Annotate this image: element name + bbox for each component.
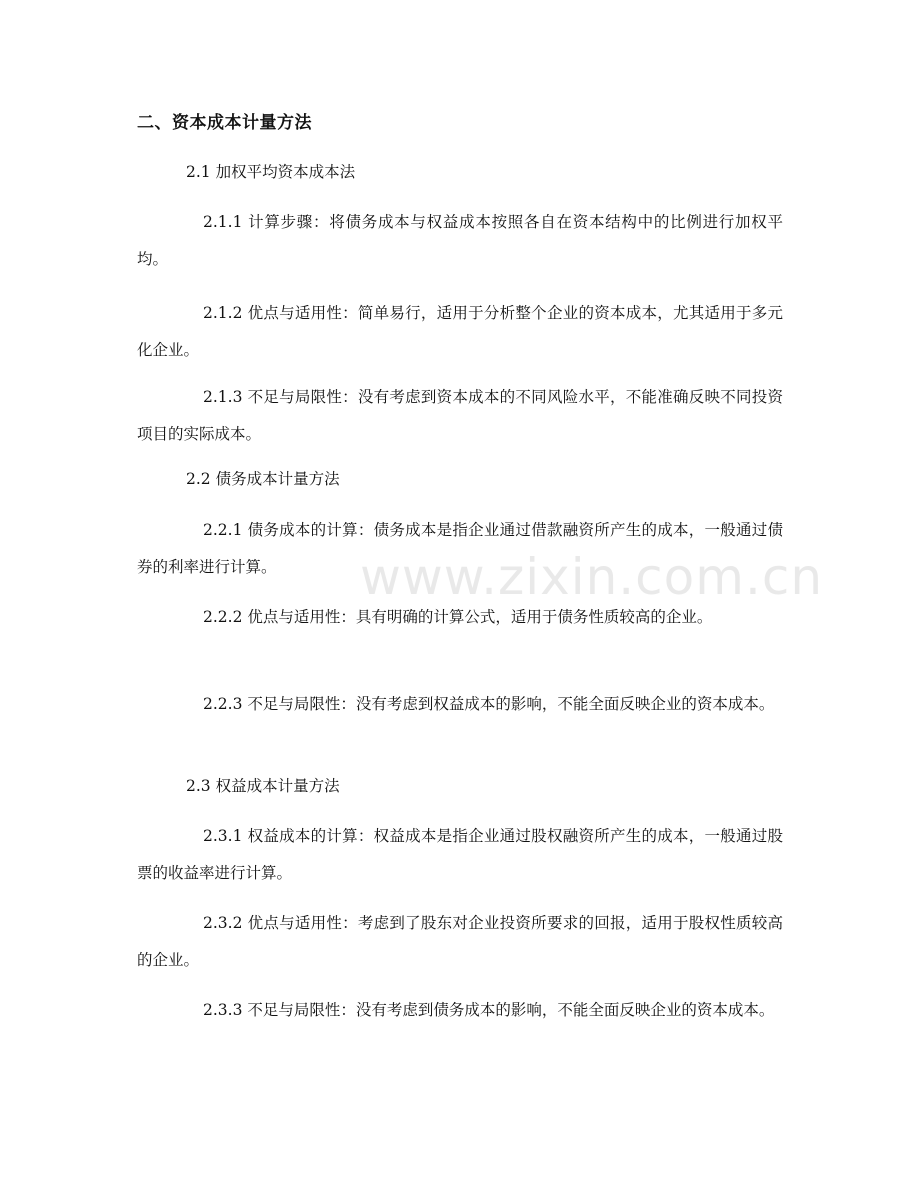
paragraph-2-3-3: 2.3.3 不足与局限性：没有考虑到债务成本的影响，不能全面反映企业的资本成本。: [203, 1001, 775, 1019]
subsection-title-2-2: 2.2 债务成本计量方法: [186, 470, 340, 488]
section-heading: 二、资本成本计量方法: [137, 113, 312, 133]
subsection-title-2-1: 2.1 加权平均资本成本法: [186, 163, 356, 181]
paragraph-2-3-1: 2.3.1 权益成本的计算：权益成本是指企业通过股权融资所产生的成本，一般通过股票的收益率进行计算。: [137, 827, 783, 882]
paragraph-2-2-2: 2.2.2 优点与适用性：具有明确的计算公式，适用于债务性质较高的企业。: [203, 608, 713, 626]
paragraph-2-1-2: 2.1.2 优点与适用性：简单易行，适用于分析整个企业的资本成本，尤其适用于多元化企业。: [137, 304, 783, 359]
paragraph-2-1-1: 2.1.1 计算步骤：将债务成本与权益成本按照各自在资本结构中的比例进行加权平均。: [137, 213, 783, 268]
watermark: www.zixin.com.cn: [360, 548, 824, 606]
paragraph-2-2-1: 2.2.1 债务成本的计算：债务成本是指企业通过借款融资所产生的成本，一般通过债券的利率进行计算。: [137, 521, 783, 576]
subsection-title-2-3: 2.3 权益成本计量方法: [186, 777, 340, 795]
paragraph-2-2-3: 2.2.3 不足与局限性：没有考虑到权益成本的影响，不能全面反映企业的资本成本。: [203, 695, 775, 713]
paragraph-2-1-3: 2.1.3 不足与局限性：没有考虑到资本成本的不同风险水平，不能准确反映不同投资项目的实际成本。: [137, 388, 783, 443]
paragraph-2-3-2: 2.3.2 优点与适用性：考虑到了股东对企业投资所要求的回报，适用于股权性质较高的企业。: [137, 914, 783, 969]
